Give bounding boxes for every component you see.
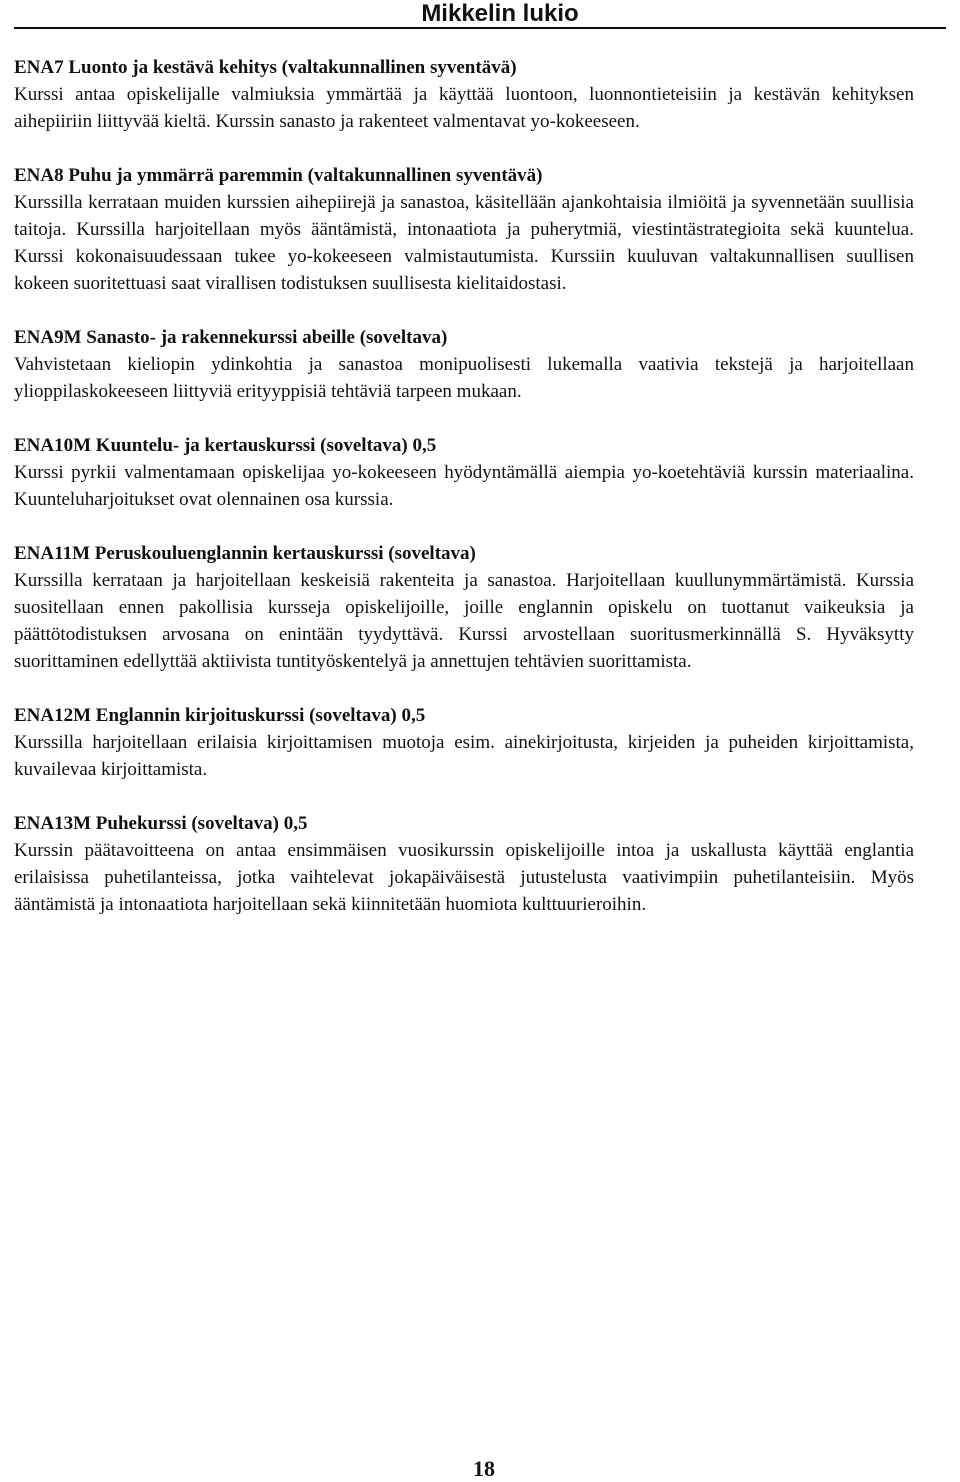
course-description: Kurssilla harjoitellaan erilaisia kirjoittamisen muotoja esim. ainekirjoitusta, kirjeiden ja puheiden kirjoittamista, kuvailevaa kirjoittamista. xyxy=(14,732,914,780)
course-title: ENA12M Englannin kirjoituskurssi (soveltava) 0,5 xyxy=(14,705,426,726)
course-section-ena7 xyxy=(14,54,914,135)
course-section-ena9m xyxy=(14,324,914,405)
page-number: 18 xyxy=(473,1456,495,1481)
header-title-wrap xyxy=(14,0,946,27)
course-section-ena12m xyxy=(14,702,914,783)
course-title: ENA13M Puhekurssi (soveltava) 0,5 xyxy=(14,813,308,834)
page-header xyxy=(14,0,946,29)
course-description: Kurssin päätavoitteena on antaa ensimmäisen vuosikurssin opiskelijoille intoa ja uskallusta käyttää englantia erilaisissa puhetilanteissa, jotka vaihtelevat jokapäiväisestä jutustelusta vaativimpiin puhetilanteisiin. Myös ääntämistä ja intonaatiota harjoitellaan sekä kiinnitetään huomiota kulttuurieroihin. xyxy=(14,840,914,915)
course-description: Kurssilla kerrataan ja harjoitellaan keskeisiä rakenteita ja sanastoa. Harjoitellaan kuullunymmärtämistä. Kurssia suositellaan ennen pakollisia kursseja opiskelijoille, joille englannin opiskelu on tuottanut vaikeuksia ja päättötodistuksen arvosana on enintään tyydyttävä. Kurssi arvostellaan suoritusmerkinnällä S. Hyväksytty suorittaminen edellyttää aktiivista tuntityöskentelyä ja annettujen tehtävien suorittamista. xyxy=(14,570,914,672)
course-title: ENA8 Puhu ja ymmärrä paremmin (valtakunnallinen syventävä) xyxy=(14,165,543,186)
document-body xyxy=(14,54,914,945)
course-title: ENA9M Sanasto- ja rakennekurssi abeille (soveltava) xyxy=(14,327,448,348)
course-section-ena8 xyxy=(14,162,914,297)
header-title: Mikkelin lukio xyxy=(421,0,579,27)
course-title: ENA10M Kuuntelu- ja kertauskurssi (soveltava) 0,5 xyxy=(14,435,437,456)
course-description: Vahvistetaan kieliopin ydinkohtia ja sanastoa monipuolisesti lukemalla vaativia tekstejä ja harjoitellaan ylioppilaskokeeseen liittyviä erityyppisiä tehtäviä tarpeen mukaan. xyxy=(14,354,914,402)
course-description: Kurssilla kerrataan muiden kurssien aihepiirejä ja sanastoa, käsitellään ajankohtaisia ilmiöitä ja syvennetään suullisia taitoja. Kurssilla harjoitellaan myös ääntämistä, intonaatiota ja puherytmiä, viestintästrategioita sekä kuuntelua. Kurssi kokonaisuudessaan tukee yo-kokeeseen valmistautumista. Kurssiin kuuluvan valtakunnallisen suullisen kokeen suoritettuasi saat virallisen todistuksen suullisesta kielitaidostasi. xyxy=(14,192,914,294)
course-section-ena10m xyxy=(14,432,914,513)
course-section-ena11m xyxy=(14,540,914,675)
course-title: ENA11M Peruskouluenglannin kertauskurssi (soveltava) xyxy=(14,543,476,564)
course-description: Kurssi pyrkii valmentamaan opiskelijaa yo-kokeeseen hyödyntämällä aiempia yo-koetehtäviä kurssin materiaalina. Kuunteluharjoitukset ovat olennainen osa kurssia. xyxy=(14,462,914,510)
course-title: ENA7 Luonto ja kestävä kehitys (valtakunnallinen syventävä) xyxy=(14,57,517,78)
course-description: Kurssi antaa opiskelijalle valmiuksia ymmärtää ja käyttää luontoon, luonnontieteisiin ja kestävän kehityksen aihepiiriin liittyvää kieltä. Kurssin sanasto ja rakenteet valmentavat yo-kokeeseen. xyxy=(14,84,914,132)
course-section-ena13m xyxy=(14,810,914,918)
